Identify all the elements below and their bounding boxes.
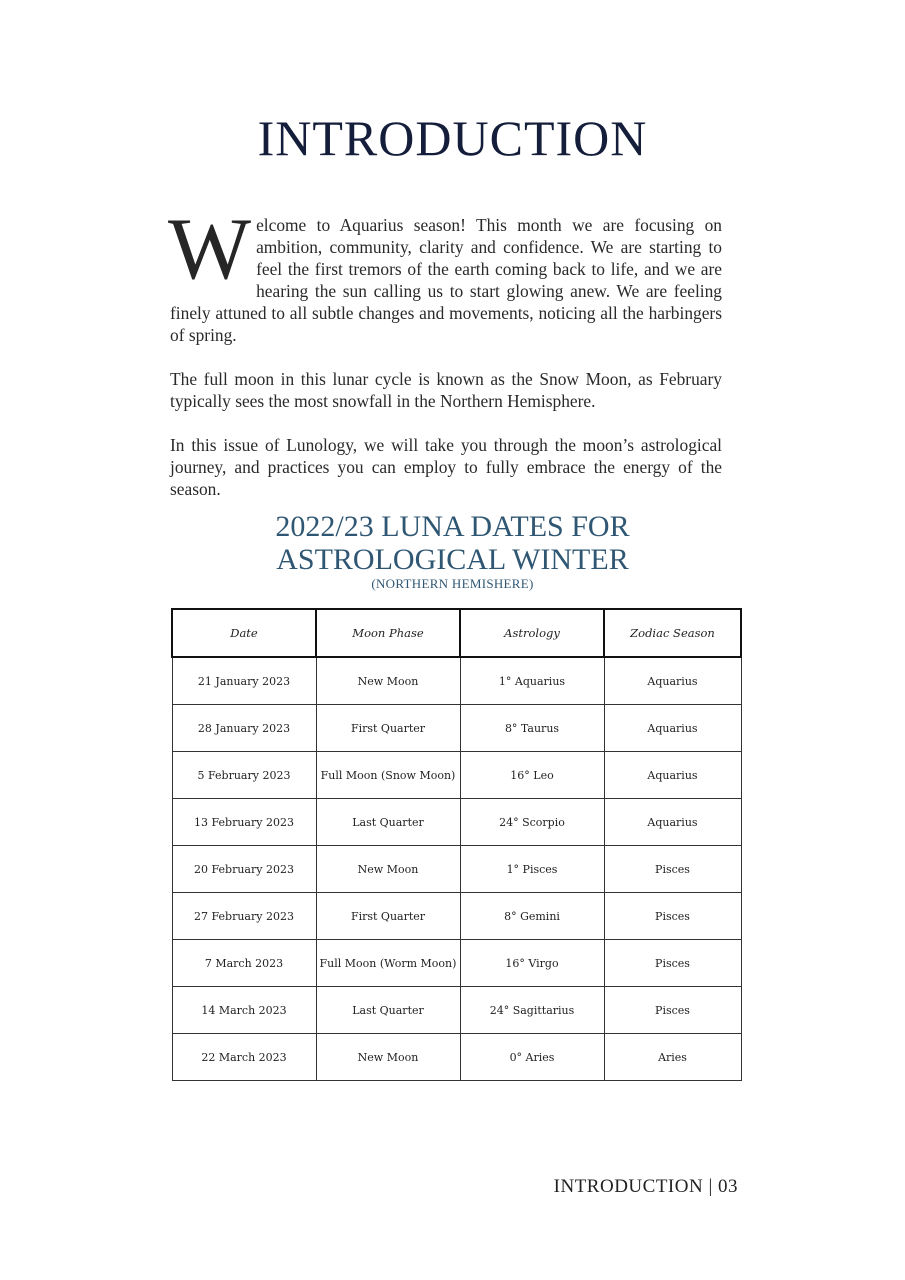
table-row bbox=[172, 752, 741, 799]
snow-moon-paragraph: The full moon in this lunar cycle is known as the Snow Moon, as February typically sees the most snowfall in the Northern Hemisphere. bbox=[170, 369, 722, 411]
cell-zodiac-season: Pisces bbox=[604, 893, 741, 940]
cell-moon-phase: Last Quarter bbox=[316, 987, 460, 1034]
page-title: INTRODUCTION bbox=[257, 110, 648, 166]
cell-zodiac-season: Pisces bbox=[604, 940, 741, 987]
cell-zodiac-season: Aquarius bbox=[604, 705, 741, 752]
header-zodiac-season: Zodiac Season bbox=[604, 609, 741, 657]
intro-paragraph-text: elcome to Aquarius season! This month we are focusing on ambition, community, clarity and confidence. We are starting to feel the first tremors of the earth coming back to life, and we are hearing the sun calling us to start glowing anew. We are feeling finely attuned to all subtle changes and movements, noticing all the harbingers of spring. bbox=[170, 215, 722, 345]
cell-zodiac-season: Aries bbox=[604, 1034, 741, 1081]
cell-zodiac-season: Aquarius bbox=[604, 799, 741, 846]
cell-astrology: 8° Taurus bbox=[460, 705, 604, 752]
intro-text bbox=[168, 201, 722, 522]
table-row bbox=[172, 987, 741, 1034]
luna-dates-title-line-1: 2022/23 LUNA DATES FOR bbox=[275, 510, 630, 543]
cell-astrology: 24° Scorpio bbox=[460, 799, 604, 846]
cell-moon-phase: New Moon bbox=[316, 1034, 460, 1081]
luna-dates-subtitle: (NORTHERN HEMISHERE) bbox=[371, 576, 534, 591]
cell-zodiac-season: Aquarius bbox=[604, 752, 741, 799]
cell-moon-phase: Last Quarter bbox=[316, 799, 460, 846]
header-date: Date bbox=[172, 609, 316, 657]
cell-astrology: 24° Sagittarius bbox=[460, 987, 604, 1034]
luna-dates-table bbox=[171, 608, 742, 1081]
cell-date: 22 March 2023 bbox=[172, 1034, 316, 1081]
header-astrology: Astrology bbox=[460, 609, 604, 657]
luna-dates-title-line-2: ASTROLOGICAL WINTER bbox=[276, 543, 629, 576]
table-row bbox=[172, 940, 741, 987]
intro-paragraph bbox=[168, 201, 722, 346]
cell-zodiac-season: Pisces bbox=[604, 987, 741, 1034]
table-row bbox=[172, 893, 741, 940]
cell-zodiac-season: Pisces bbox=[604, 846, 741, 893]
cell-moon-phase: New Moon bbox=[316, 846, 460, 893]
cell-date: 5 February 2023 bbox=[172, 752, 316, 799]
lunology-paragraph: In this issue of Lunology, we will take you through the moon’s astrological journey, and practices you can employ to fully embrace the energy of the season. bbox=[170, 435, 722, 499]
table-row bbox=[172, 799, 741, 846]
cell-moon-phase: Full Moon (Snow Moon) bbox=[316, 752, 460, 799]
cell-moon-phase: Full Moon (Worm Moon) bbox=[316, 940, 460, 987]
cell-moon-phase: New Moon bbox=[316, 657, 460, 705]
header-moon-phase: Moon Phase bbox=[316, 609, 460, 657]
cell-astrology: 1° Aquarius bbox=[460, 657, 604, 705]
cell-date: 14 March 2023 bbox=[172, 987, 316, 1034]
table-row bbox=[172, 846, 741, 893]
cell-date: 20 February 2023 bbox=[172, 846, 316, 893]
cell-astrology: 16° Leo bbox=[460, 752, 604, 799]
cell-date: 21 January 2023 bbox=[172, 657, 316, 705]
cell-moon-phase: First Quarter bbox=[316, 893, 460, 940]
page-footer: INTRODUCTION | 03 bbox=[553, 1176, 738, 1197]
cell-astrology: 8° Gemini bbox=[460, 893, 604, 940]
table-row bbox=[172, 1034, 741, 1081]
table-header-row bbox=[172, 609, 741, 657]
cell-date: 13 February 2023 bbox=[172, 799, 316, 846]
cell-moon-phase: First Quarter bbox=[316, 705, 460, 752]
table-row bbox=[172, 705, 741, 752]
luna-dates-heading bbox=[0, 510, 905, 591]
cell-date: 27 February 2023 bbox=[172, 893, 316, 940]
cell-astrology: 0° Aries bbox=[460, 1034, 604, 1081]
table-row bbox=[172, 657, 741, 705]
cell-astrology: 16° Virgo bbox=[460, 940, 604, 987]
cell-zodiac-season: Aquarius bbox=[604, 657, 741, 705]
cell-date: 28 January 2023 bbox=[172, 705, 316, 752]
cell-astrology: 1° Pisces bbox=[460, 846, 604, 893]
drop-cap: W bbox=[168, 201, 252, 298]
cell-date: 7 March 2023 bbox=[172, 940, 316, 987]
